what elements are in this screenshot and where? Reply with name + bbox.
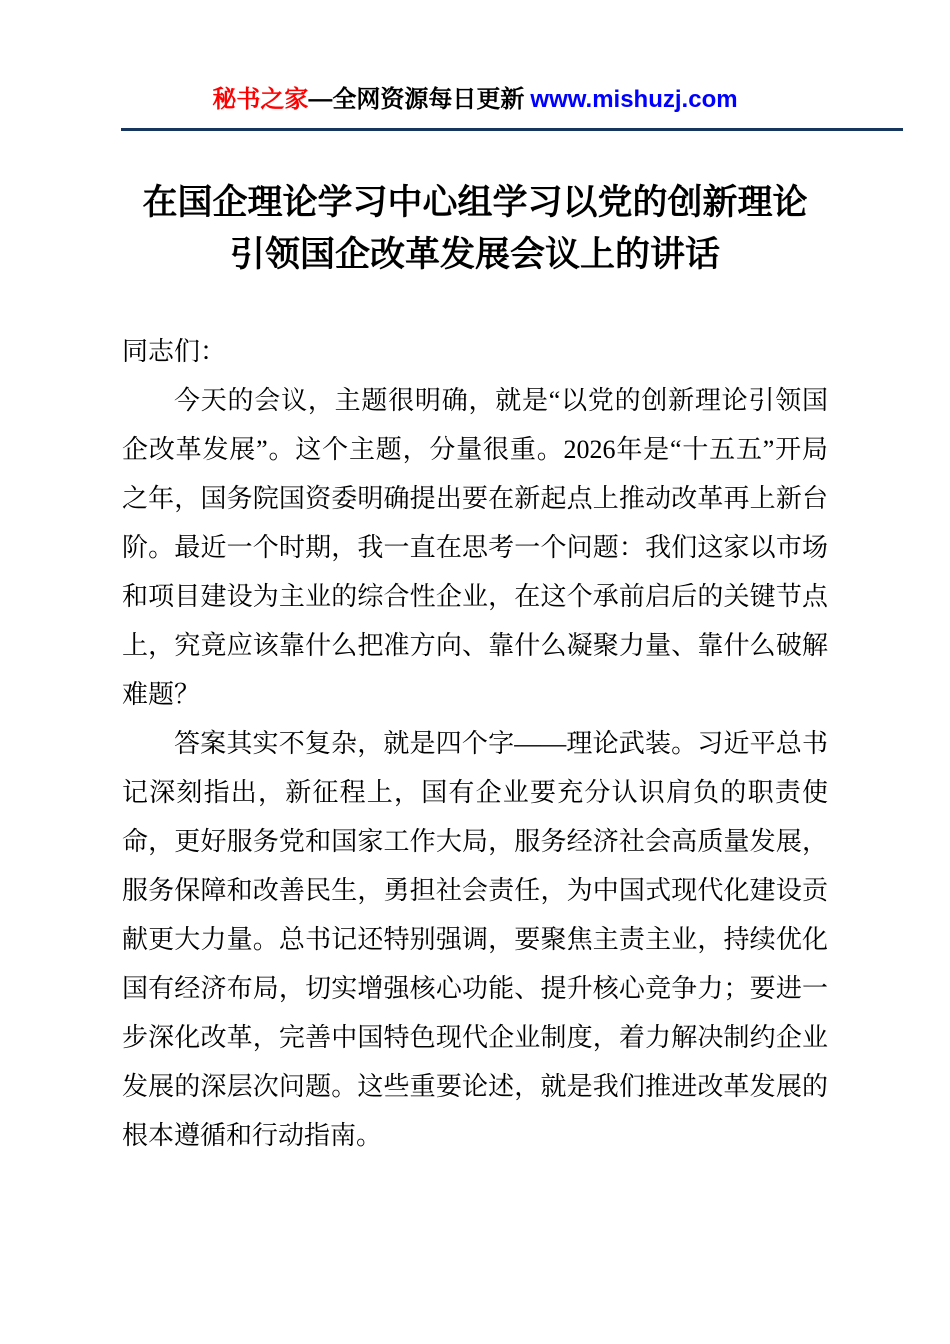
- salutation: 同志们：: [122, 337, 227, 366]
- document-body: [122, 327, 828, 1160]
- title-line-2: 引领国企改革发展会议上的讲话: [229, 235, 720, 274]
- website-link[interactable]: www.mishuzj.com: [530, 86, 738, 113]
- paragraph: 今天的会议，主题很明确，就是“以党的创新理论引领国企改革发展”。这个主题，分量很重。2026年是“十五五”开局之年，国务院国资委明确提出要在新起点上推动改革再上新台阶。最近一个时期，我一直在思考一个问题：我们这家以市场和项目建设为主业的综合性企业，在这个承前启后的关键节点上，究竟应该靠什么把准方向、靠什么凝聚力量、靠什么破解难题？: [122, 386, 828, 709]
- brand-name: 秘书之家: [212, 86, 309, 113]
- header-tagline: —全网资源每日更新: [308, 86, 525, 113]
- document-title: [122, 177, 828, 281]
- page-header: [122, 0, 828, 116]
- paragraph: 答案其实不复杂，就是四个字——理论武装。习近平总书记深刻指出，新征程上，国有企业要充分认识肩负的职责使命，更好服务党和国家工作大局，服务经济社会高质量发展，服务保障和改善民生，勇担社会责任，为中国式现代化建设贡献更大力量。总书记还特别强调，要聚焦主责主业，持续优化国有经济布局，切实增强核心功能、提升核心竞争力；要进一步深化改革，完善中国特色现代企业制度，着力解决制约企业发展的深层次问题。这些重要论述，就是我们推进改革发展的根本遵循和行动指南。: [122, 729, 828, 1150]
- title-line-1: 在国企理论学习中心组学习以党的创新理论: [142, 183, 808, 222]
- header-divider: [121, 128, 903, 131]
